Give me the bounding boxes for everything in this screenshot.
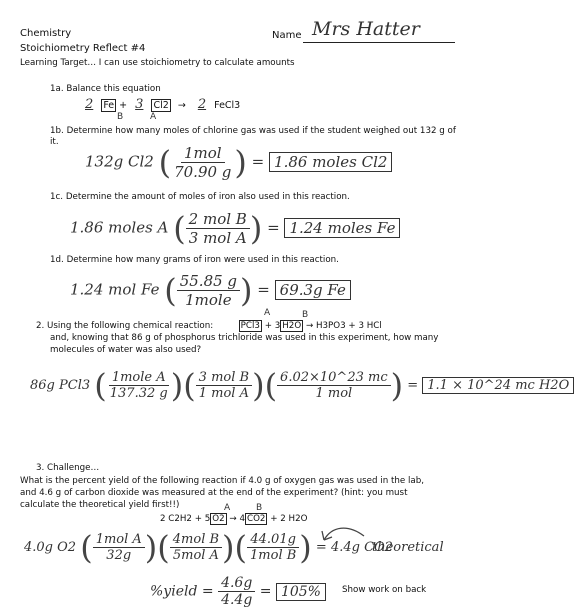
q1c-num: 2 mol B: [186, 210, 250, 229]
student-name: Mrs Hatter: [312, 18, 420, 40]
q2-given: 86g PCl3: [30, 378, 91, 393]
q3-heading: 3. Challenge…: [36, 463, 100, 473]
q3-equation: [160, 514, 307, 525]
name-label: Name: [272, 30, 302, 41]
q2-arrow: →: [305, 321, 314, 331]
q3-yield-num: 4.6g: [218, 575, 255, 592]
q2-work: 86g PCl3 ( $\frac{\text{1mole A}}{137.32 g}$ )( $\frac{\text{3 mol B}}{\text{1 mol A}}$ )( $\frac{6.02\times 10\^{}23 mc}{\text{1 mol}}$ ) = 1.1 × 10^24 mc H2O: [30, 370, 574, 401]
q1a-prompt: 1a. Balance this equation: [50, 84, 161, 94]
q3-f2-num: 4mol B: [170, 532, 222, 548]
q2-pcl3: PCl3: [240, 321, 260, 331]
q1a-equation: [80, 99, 240, 111]
q1d-prompt: 1d. Determine how many grams of iron were used in this reaction.: [50, 255, 339, 265]
q3-f3-num: 44.01g: [247, 532, 299, 548]
q2-products: H3PO3 + 3 HCl: [315, 321, 382, 331]
q3-line3: calculate the theoretical yield first!!): [20, 500, 180, 510]
footer-note: Show work on back: [342, 585, 427, 595]
q3-yield-den: 4.4g: [221, 592, 253, 608]
q1c-prompt: 1c. Determine the amount of moles of iron also used in this reaction.: [50, 192, 350, 202]
q2-line1: [36, 321, 382, 332]
q1a-coef-cl2: 3: [135, 97, 144, 112]
q3-yield-label: %yield =: [150, 583, 214, 600]
q1d-answer: 69.3g Fe: [275, 280, 351, 300]
q3-yield-answer: 105%: [276, 583, 326, 601]
q1d-num: 55.85 g: [177, 272, 240, 291]
q3-co2: CO2: [247, 514, 266, 524]
q3-result: = 4.4g CO2: [315, 540, 393, 555]
q1b-prompt: 1b. Determine how many moles of chlorine gas was used if the student weighed out 132 g of it.: [50, 126, 456, 147]
q2-f1-num: 1mole A: [109, 370, 169, 386]
q2-f3-den: 1 mol: [315, 386, 353, 401]
q3-note: theoretical: [372, 540, 444, 555]
q1d-given: 1.24 mol Fe: [70, 280, 160, 299]
q1a-mark-a: A: [150, 112, 157, 122]
q2-line2: and, knowing that 86 g of phosphorus trichloride was used in this experiment, how many: [50, 333, 439, 343]
q1a-arrow: →: [177, 100, 186, 111]
q2-mark-a: A: [264, 308, 271, 318]
learning-target: Learning Target… I can use stoichiometry to calculate amounts: [20, 58, 295, 68]
q1d-work: 1.24 mol Fe ( $\frac{55.85 g}{\text{1mole}}$ ) = 69.3g Fe: [70, 272, 351, 309]
q2-f2-den: 1 mol A: [198, 386, 249, 401]
q3-arrow: → 4: [229, 514, 245, 524]
q1a-fe: Fe: [103, 100, 115, 111]
q2-coef: 3: [274, 321, 281, 331]
q2-mark-b: B: [302, 310, 309, 320]
course-title: Chemistry: [20, 28, 72, 39]
q2-f3-num: 6.02×10^23 mc: [277, 370, 391, 386]
q3-mark-a: A: [224, 503, 231, 513]
q2-line3: molecules of water was also used?: [50, 345, 202, 355]
q1c-work: 1.86 moles A ( $\frac{\text{2 mol B}}{\text{3 mol A}}$ ) = 1.24 moles Fe: [70, 210, 400, 247]
worksheet-title: Stoichiometry Reflect #4: [20, 43, 146, 54]
q1c-den: 3 mol A: [188, 229, 247, 247]
q1a-coef-fecl3: 2: [197, 97, 207, 112]
q1a-cl2: Cl2: [153, 100, 169, 111]
q2-plus: +: [264, 321, 272, 331]
q2-intro: 2. Using the following chemical reaction:: [36, 321, 214, 331]
q2-f1-den: 137.32 g: [109, 386, 168, 401]
q3-f2-den: 5mol A: [172, 548, 219, 563]
q1b-den: 70.90 g: [174, 163, 232, 181]
q1a-fecl3: FeCl3: [214, 100, 241, 111]
q1b-num: 1mol: [181, 144, 225, 163]
q3-f3-den: 1mol B: [250, 548, 297, 563]
q3-eq-end: + 2 H2O: [270, 514, 308, 524]
q3-mark-b: B: [256, 503, 263, 513]
q1b-work: 132g Cl2 ( $\frac{\text{1mol}}{70.90 g}$ ) = 1.86 moles Cl2: [85, 144, 392, 181]
q2-answer: 1.1 × 10^24 mc H2O: [422, 377, 574, 394]
q3-arrow-annotation: [318, 522, 368, 550]
q3-eq-start: 2 C2H2 + 5: [160, 514, 211, 524]
q3-f1-den: 32g: [106, 548, 132, 563]
q3-line2: and 4.6 g of carbon dioxide was measured at the end of the experiment? (hint: you must: [20, 488, 408, 498]
q1c-answer: 1.24 moles Fe: [284, 218, 400, 238]
q2-f2-num: 3 mol B: [196, 370, 252, 386]
q3-yield-work: %yield = $\frac{4.6g}{4.4g}$ = 105%: [150, 575, 326, 608]
q1a-mark-b: B: [117, 112, 124, 122]
q3-given: 4.0g O2: [24, 540, 77, 555]
q3-line1: What is the percent yield of the following reaction if 4.0 g of oxygen gas was used in the lab,: [20, 476, 425, 486]
q3-work: 4.0g O2 ( $\frac{\text{1mol A}}{32g}$ )( $\frac{\text{4mol B}}{\text{5mol A}}$ )( $\frac{44.01g}{\text{1mol B}}$ ) = 4.4g CO2: [24, 528, 393, 567]
q1b-answer: 1.86 moles Cl2: [269, 152, 392, 172]
q1b-given: 132g Cl2: [85, 152, 154, 171]
name-underline: [303, 42, 455, 43]
q1d-den: 1mole: [185, 291, 232, 309]
q1a-coef-fe: 2: [85, 97, 94, 112]
q3-f1-num: 1mol A: [93, 532, 145, 548]
q1a-plus: +: [119, 100, 128, 111]
q3-o2: O2: [212, 514, 225, 524]
q1c-given: 1.86 moles A: [70, 218, 169, 237]
q2-h2o: H2O: [282, 321, 302, 331]
